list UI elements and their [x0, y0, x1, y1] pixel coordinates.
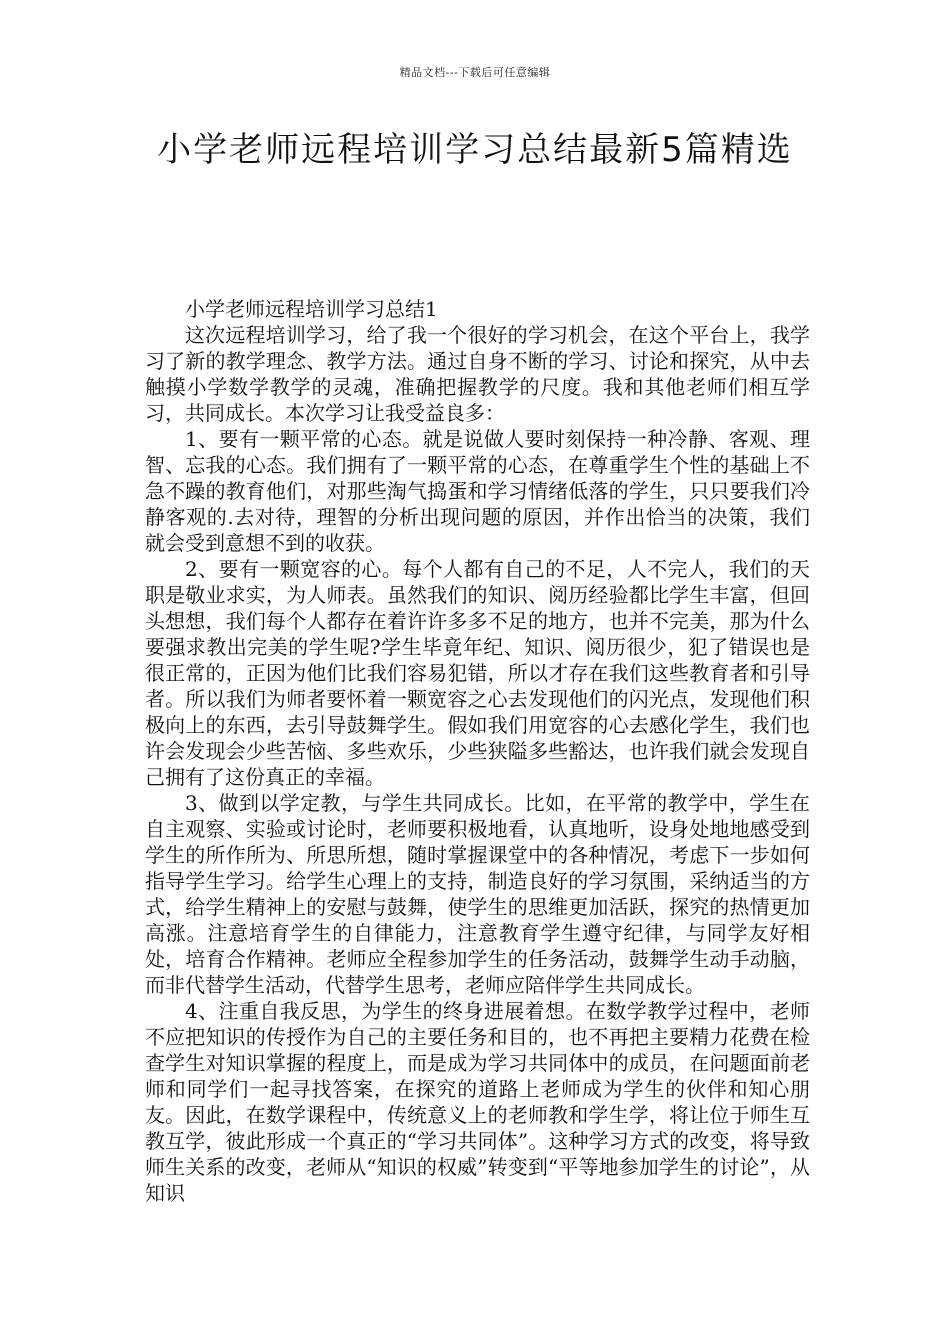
paragraph-point-4: 4、注重自我反思，为学生的终身进展着想。在数学教学过程中，老师不应把知识的传授作为自己的主要任务和目的，也不再把主要精力花费在检查学生对知识掌握的程度上，而是成为学习共同体中的成员，在问题面前老师和同学们一起寻找答案，在探究的道路上老师成为学生的伙伴和知心朋友。因此，在数学课程中，传统意义上的老师教和学生学，将让位于师生互教互学，彼此形成一个真正的“学习共同体”。这种学习方式的改变，将导致师生关系的改变，老师从“知识的权威”转变到“平等地参加学生的讨论”，从知识 — [145, 999, 810, 1205]
document-title: 小学老师远程培训学习总结最新5篇精选 — [157, 130, 793, 170]
paragraph-point-2: 2、要有一颗宽容的心。每个人都有自己的不足，人不完人，我们的天职是敬业求实，为人师表。虽然我们的知识、阅历经验都比学生丰富，但回头想想，我们每个人都存在着许许多多不足的地方，也并不完美，那为什么要强求教出完美的学生呢?学生毕竟年纪、知识、阅历很少，犯了错误也是很正常的，正因为他们比我们容易犯错，所以才存在我们这些教育者和引导者。所以我们为师者要怀着一颗宽容之心去发现他们的闪光点，发现他们积极向上的东西，去引导鼓舞学生。假如我们用宽容的心去感化学生，我们也许会发现会少些苦恼、多些欢乐，少些狭隘多些豁达，也许我们就会发现自己拥有了这份真正的幸福。 — [145, 557, 810, 789]
paragraph-point-1: 1、要有一颗平常的心态。就是说做人要时刻保持一种冷静、客观、理智、忘我的心态。我们拥有了一颗平常的心态，在尊重学生个性的基础上不急不躁的教育他们，对那些淘气捣蛋和学习情绪低落的学生，只只要我们冷静客观的.去对待，理智的分析出现问题的原因，并作出恰当的决策，我们就会受到意想不到的收获。 — [145, 427, 810, 555]
document-body — [145, 296, 810, 1206]
section-heading: 小学老师远程培训学习总结1 — [185, 297, 438, 321]
paragraph-intro: 这次远程培训学习，给了我一个很好的学习机会，在这个平台上，我学习了新的教学理念、教学方法。通过自身不断的学习、讨论和探究，从中去触摸小学数学教学的灵魂，准确把握教学的尺度。我和其他老师们相互学习，共同成长。本次学习让我受益良多： — [145, 323, 810, 425]
header-note: 精品文档---下载后可任意编辑 — [399, 66, 551, 79]
paragraph-point-3: 3、做到以学定教，与学生共同成长。比如，在平常的教学中，学生在自主观察、实验或讨论时，老师要积极地看，认真地听，设身处地地感受到学生的所作所为、所思所想，随时掌握课堂中的各种情况，考虑下一步如何指导学生学习。给学生心理上的支持，制造良好的学习氛围，采纳适当的方式，给学生精神上的安慰与鼓舞，使学生的思维更加活跃，探究的热情更加高涨。注意培育学生的自律能力，注意教育学生遵守纪律，与同学友好相处，培育合作精神。老师应全程参加学生的任务活动，鼓舞学生动手动脑，而非代替学生活动，代替学生思考，老师应陪伴学生共同成长。 — [145, 791, 810, 997]
